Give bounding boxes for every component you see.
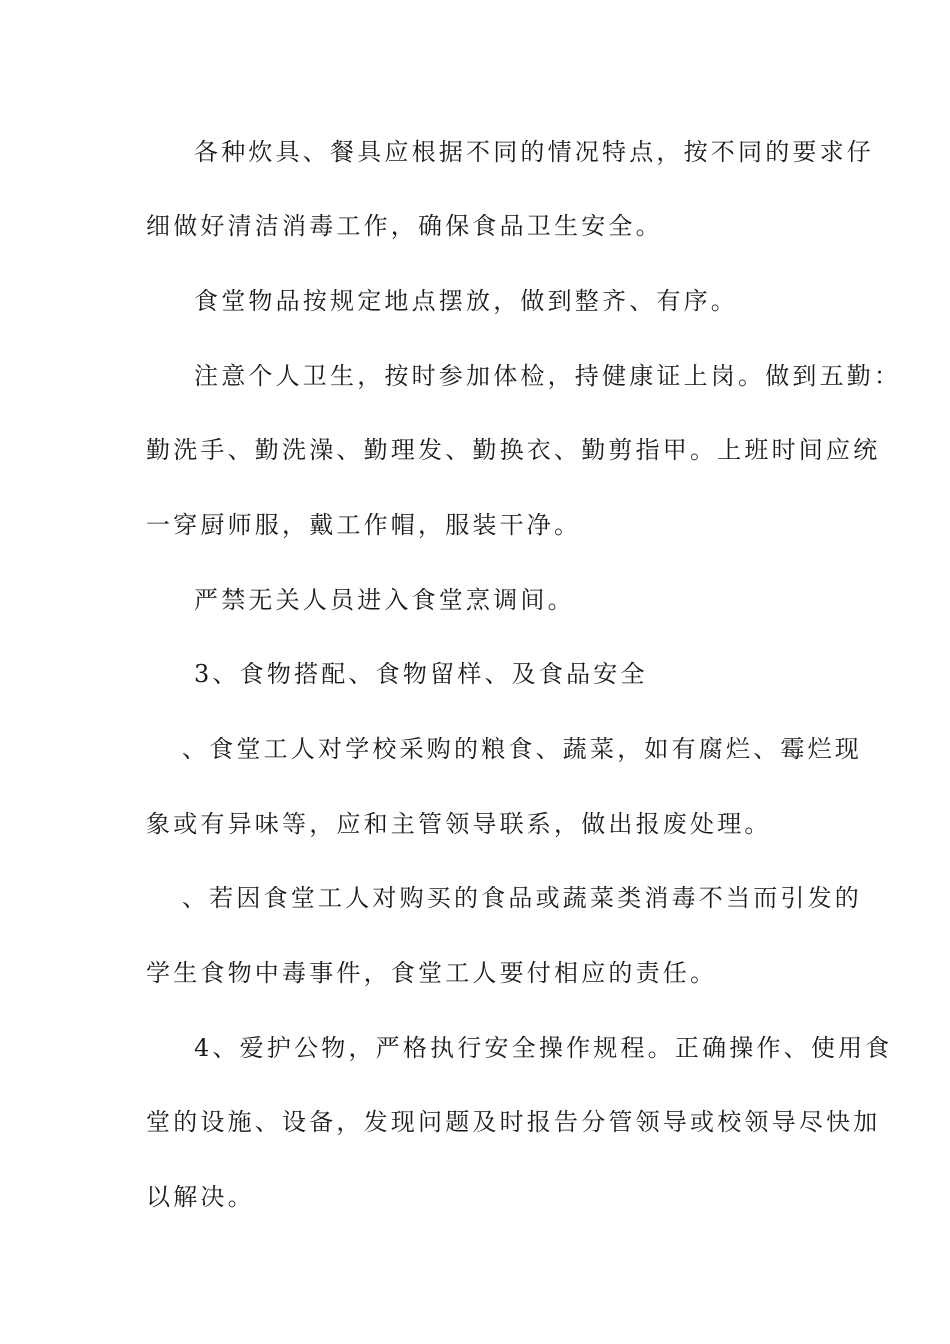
paragraph-line: 细做好清洁消毒工作，确保食品卫生安全。 [146, 212, 663, 240]
paragraph-line: 象或有异味等，应和主管领导联系，做出报废处理。 [146, 810, 772, 838]
paragraph-line: 勤洗手、勤洗澡、勤理发、勤换衣、勤剪指甲。上班时间应统 [146, 436, 881, 464]
paragraph-line: 、食堂工人对学校采购的粮食、蔬菜，如有腐烂、霉烂现 [182, 735, 862, 763]
paragraph-line: 严禁无关人员进入食堂烹调间。 [194, 586, 575, 614]
paragraph-line: 注意个人卫生，按时参加体检，持健康证上岗。做到五勤： [194, 362, 902, 390]
paragraph-line: 学生食物中毒事件，食堂工人要付相应的责任。 [146, 959, 718, 987]
paragraph-line: 以解决。 [146, 1183, 255, 1211]
paragraph-line: 、若因食堂工人对购买的食品或蔬菜类消毒不当而引发的 [182, 884, 862, 912]
paragraph-line: 堂的设施、设备，发现问题及时报告分管领导或校领导尽快加 [146, 1108, 881, 1136]
paragraph-line: 一穿厨师服，戴工作帽，服装干净。 [146, 511, 582, 539]
paragraph-line: 各种炊具、餐具应根据不同的情况特点，按不同的要求仔 [194, 138, 874, 166]
paragraph-line: 4、爱护公物，严格执行安全操作规程。正确操作、使用食 [194, 1034, 893, 1062]
paragraph-line: 食堂物品按规定地点摆放，做到整齐、有序。 [194, 287, 738, 315]
section-heading: 3、食物搭配、食物留样、及食品安全 [194, 660, 648, 688]
